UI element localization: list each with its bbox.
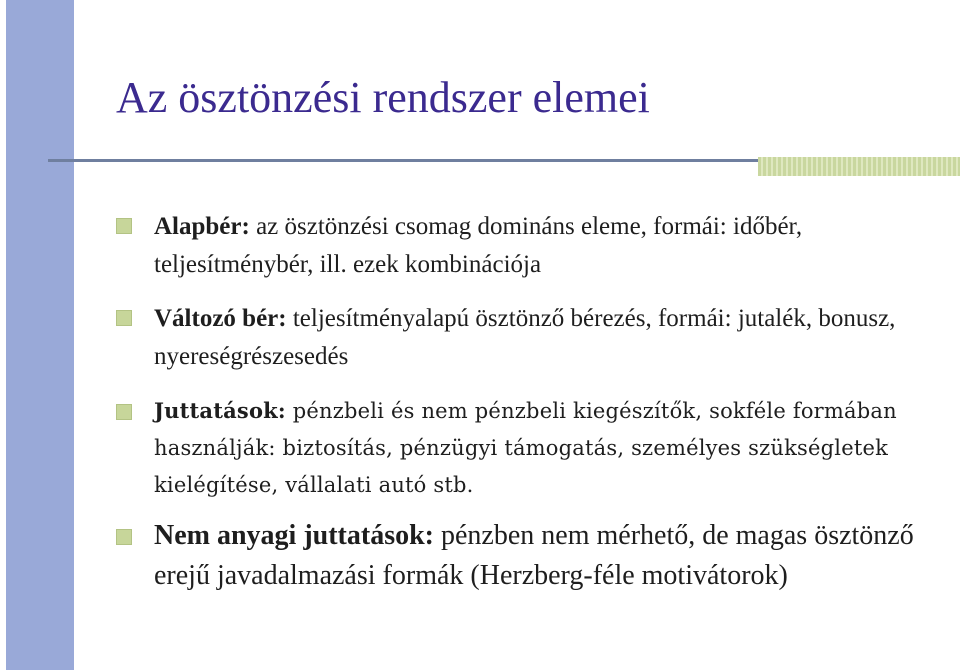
- side-decoration-edge: [0, 0, 6, 670]
- bullet-text: pénzben nem mérhető, de magas ösztönző erejű javadalmazási formák (Herzberg-féle motivátorok): [154, 520, 914, 591]
- bullet-term: Nem anyagi juttatások:: [154, 520, 434, 551]
- bullet-term: Változó bér:: [154, 305, 287, 332]
- bullet-list: [116, 208, 946, 596]
- bullet-item-nem-anyagi: [116, 516, 946, 596]
- square-bullet-icon: [116, 404, 132, 420]
- title-divider-accent: [758, 157, 960, 176]
- bullet-item-juttatasok: [116, 392, 946, 504]
- side-decoration-bar: [0, 0, 74, 670]
- bullet-text: pénzbeli és nem pénzbeli kiegészítők, sokféle formában használják: biztosítás, pénzügyi támogatás, személyes szükségletek kielégítése, vállalati autó stb.: [154, 399, 897, 497]
- slide-title: Az ösztönzési rendszer elemei: [116, 73, 650, 122]
- bullet-term: Alapbér:: [154, 213, 250, 240]
- bullet-text: az ösztönzési csomag domináns eleme, formái: időbér, teljesítménybér, ill. ezek kombinációja: [154, 213, 803, 278]
- bullet-text: teljesítményalapú ösztönző bérezés, formái: jutalék, bonusz, nyereségrészesedés: [154, 305, 896, 370]
- bullet-item-valtozo-ber: [116, 300, 946, 376]
- square-bullet-icon: [116, 218, 132, 234]
- square-bullet-icon: [116, 529, 132, 545]
- bullet-item-alapber: [116, 208, 946, 284]
- title-divider: [48, 159, 760, 162]
- square-bullet-icon: [116, 310, 132, 326]
- bullet-term: Juttatások:: [154, 398, 286, 423]
